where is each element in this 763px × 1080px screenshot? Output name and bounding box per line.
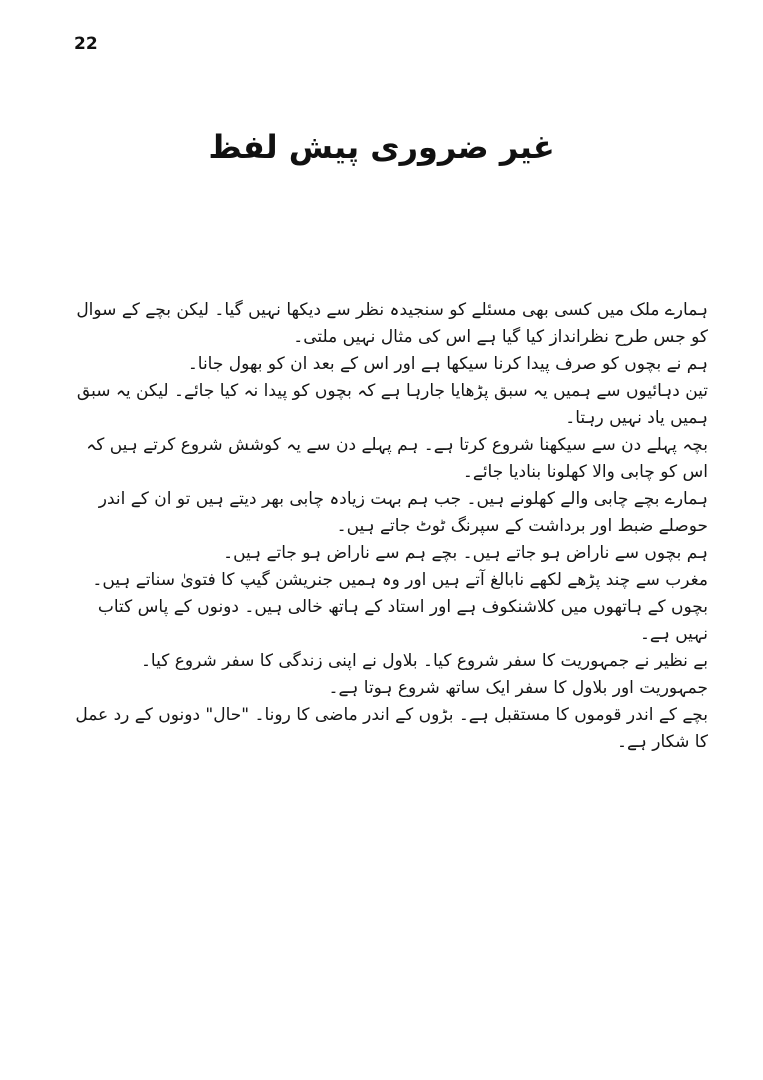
- paragraph-7: مغرب سے چند پڑھے لکھے نابالغ آتے ہیں اور وہ ہمیں جنریشن گیپ کا فتویٰ سناتے ہیں۔: [92, 570, 708, 590]
- paragraph-8: بچوں کے ہاتھوں میں کلاشنکوف ہے اور استاد کے ہاتھ خالی ہیں۔ دونوں کے پاس کتاب نہیں ہے۔: [97, 597, 708, 644]
- paragraph-2: ہم نے بچوں کو صرف پیدا کرنا سیکھا ہے اور اس کے بعد ان کو بھول جانا۔: [187, 354, 708, 374]
- paragraph-10: جمہوریت اور بلاول کا سفر ایک ساتھ شروع ہوتا ہے۔: [328, 678, 708, 698]
- paragraph-6: ہم بچوں سے ناراض ہو جاتے ہیں۔ بچے ہم سے ناراض ہو جاتے ہیں۔: [223, 543, 708, 563]
- paragraph-9: بے نظیر نے جمہوریت کا سفر شروع کیا۔ بلاول نے اپنی زندگی کا سفر شروع کیا۔: [140, 651, 708, 671]
- body-text: [70, 297, 708, 756]
- paragraph-3: تین دہائیوں سے ہمیں یہ سبق پڑھایا جارہا ہے کہ بچوں کو پیدا نہ کیا جائے۔ لیکن یہ سبق ہمیں یاد نہیں رہتا۔: [76, 381, 708, 428]
- paragraph-5: ہمارے بچے چابی والے کھلونے ہیں۔ جب ہم بہت زیادہ چابی بھر دیتے ہیں تو ان کے اندر حوصلے ضبط اور برداشت کے سپرنگ ٹوٹ جاتے ہیں۔: [98, 489, 708, 536]
- paragraph-1: ہمارے ملک میں کسی بھی مسئلے کو سنجیدہ نظر سے دیکھا نہیں گیا۔ لیکن بچے کے سوال کو جس طرح نظرانداز کیا گیا ہے اس کی مثال نہیں ملتی۔: [76, 300, 708, 347]
- paragraph-11: بچے کے اندر قوموں کا مستقبل ہے۔ بڑوں کے اندر ماضی کا رونا۔ "حال" دونوں کے رد عمل کا شکار ہے۔: [75, 705, 708, 752]
- paragraph-4: بچہ پہلے دن سے سیکھنا شروع کرتا ہے۔ ہم پہلے دن سے یہ کوشش شروع کرتے ہیں کہ اس کو چابی والا کھلونا بنادیا جائے۔: [86, 435, 708, 482]
- page-title: غیر ضروری پیش لفظ: [208, 128, 555, 166]
- page-number: 22: [74, 34, 98, 54]
